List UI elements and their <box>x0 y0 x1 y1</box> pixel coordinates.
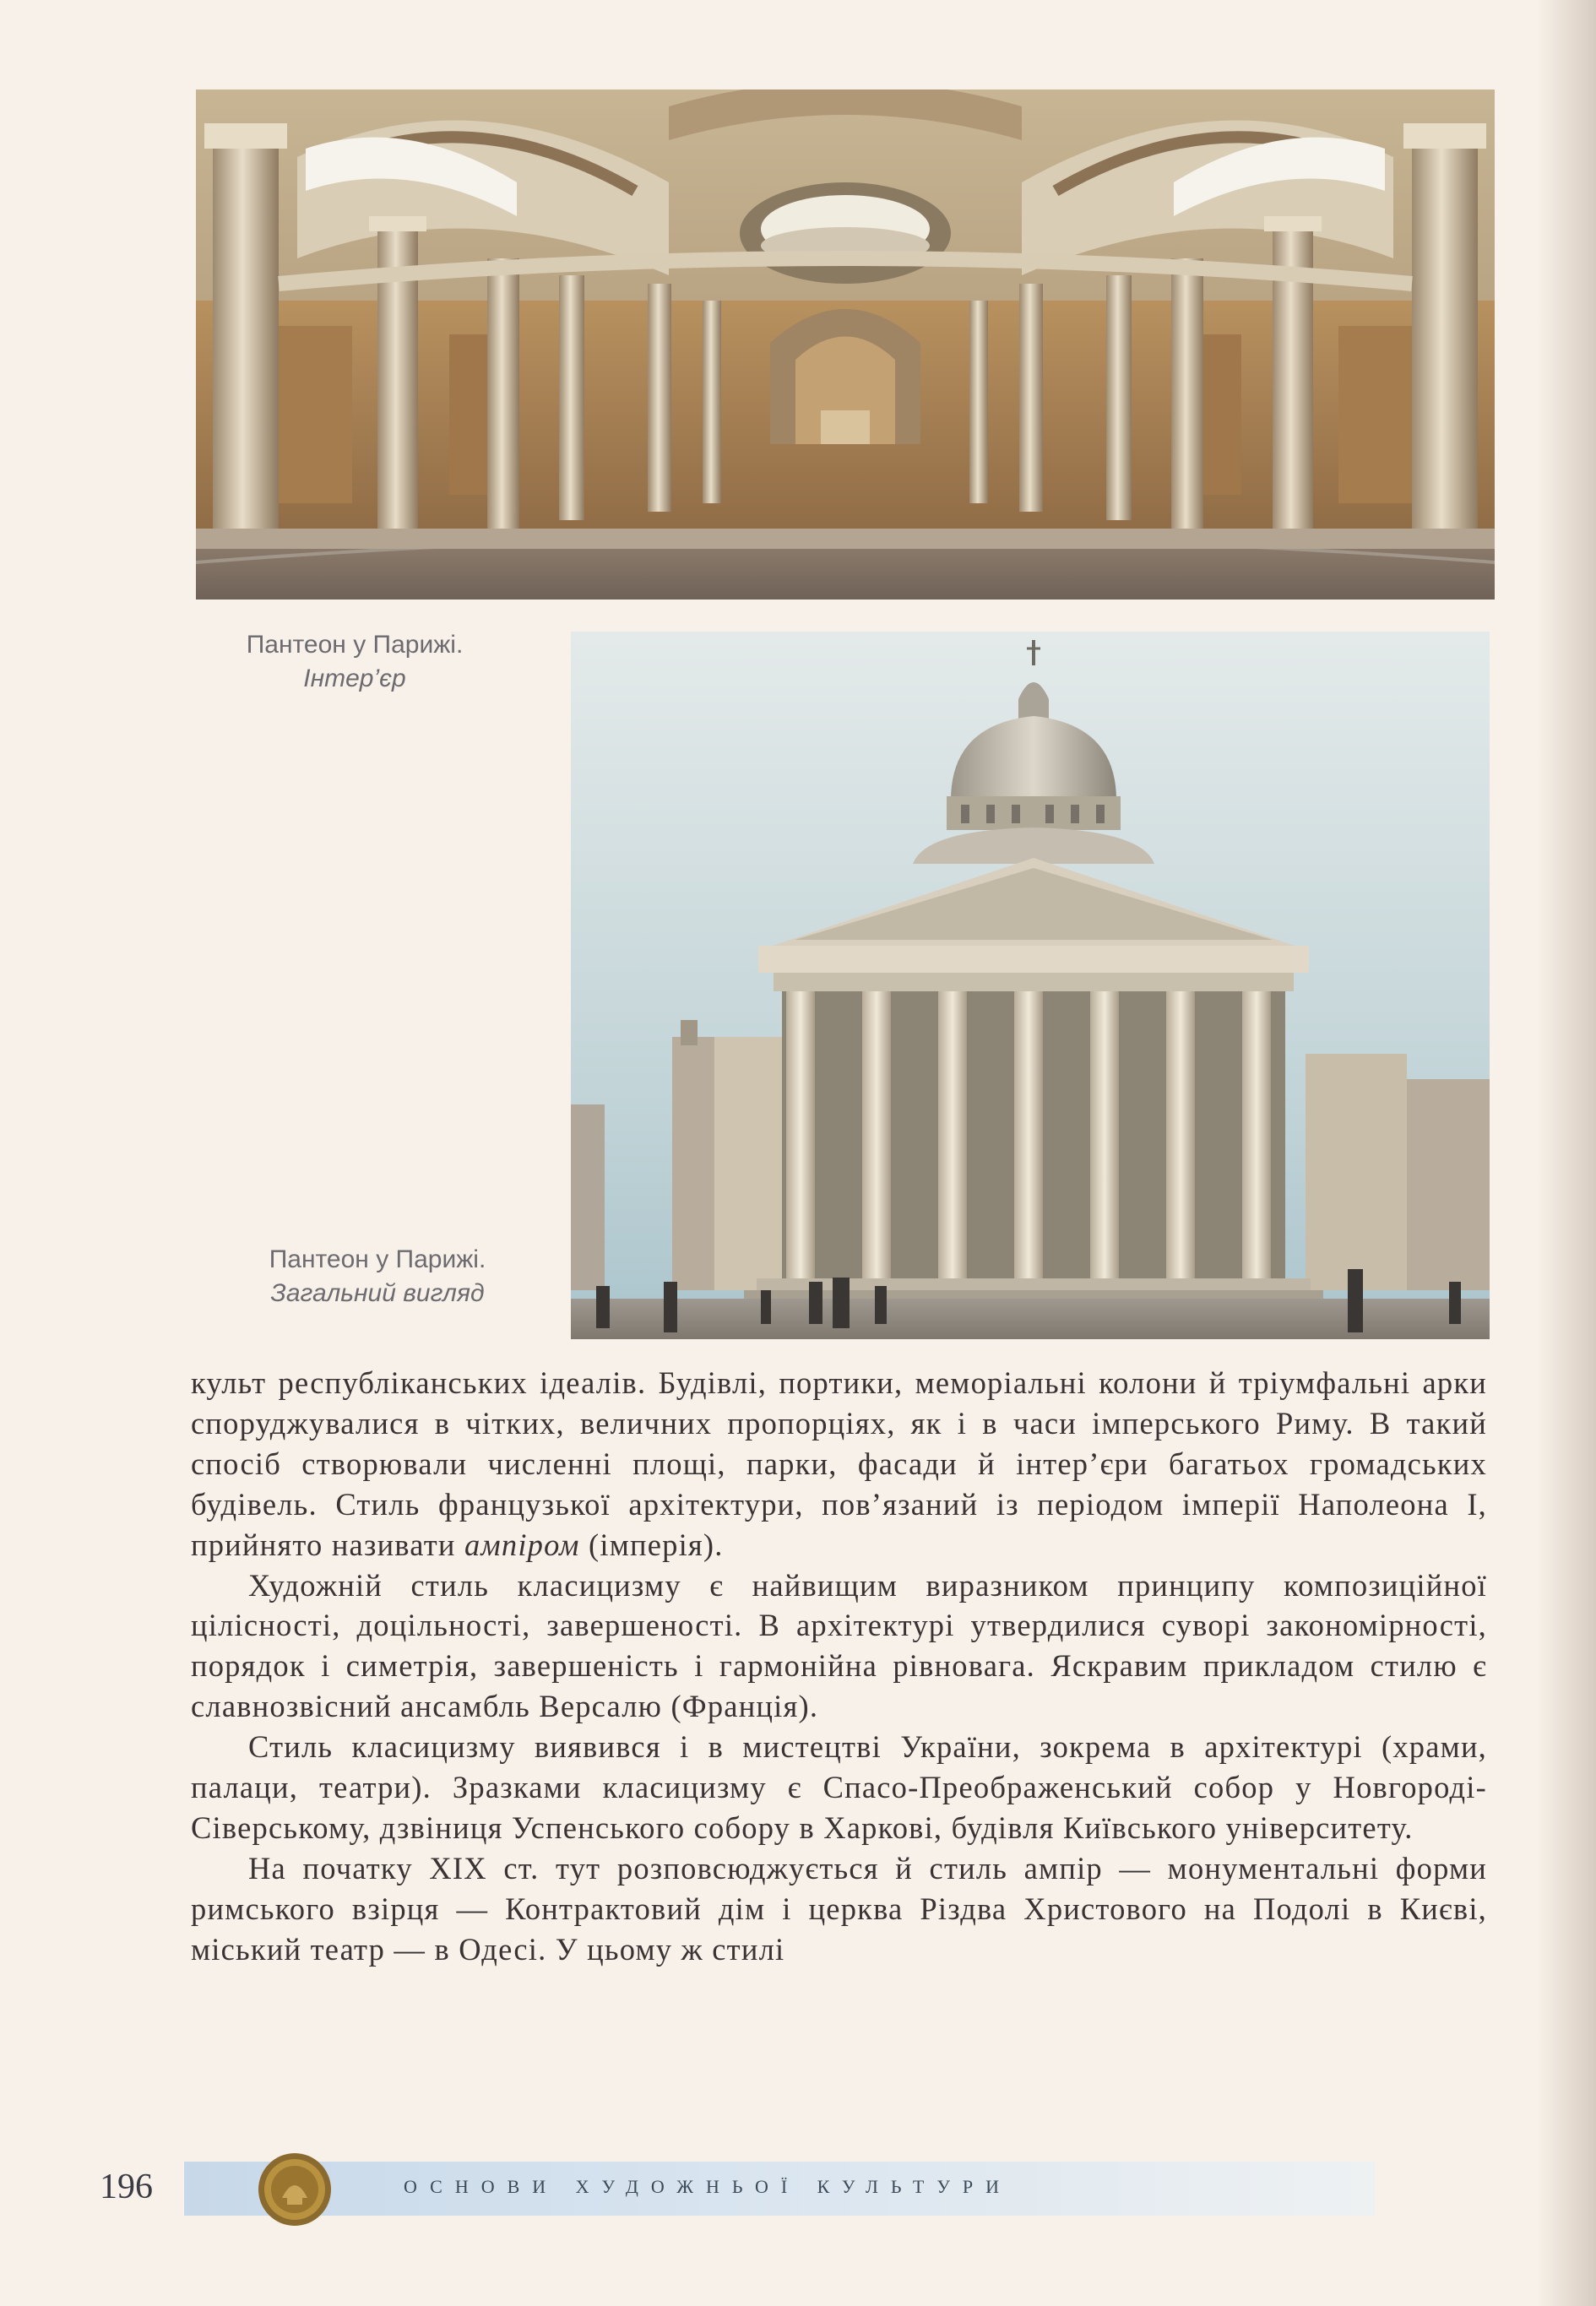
paragraph-1-text: культ республіканських ідеалів. Будівлі, портики, меморіальні колони й тріумфальні арки споруджувалися в чітких, величних пропорціях, як і в часи імперського Риму. В такий спосіб створювали численні площі, парки, фасади й інтер’єри багатьох громадських будівель. Стиль французької архітектури, пов’язаний із періодом імперії Наполеона І, прийнято називати <box>191 1365 1487 1562</box>
page-number: 196 <box>100 2168 153 2206</box>
term-ampir: ампіром <box>464 1527 580 1562</box>
page-edge-shadow <box>1537 0 1596 2306</box>
paragraph-2: Художній стиль класицизму є найвищим виразником принципу композиційної цілісності, доцільності, завершеності. В архітектурі утвердилися суворі закономірності, порядок і симетрія, завершеність і гармонійна рівновага. Яскравим прикладом стилю є славнозвісний ансамбль Версалю (Франція). <box>191 1567 1487 1724</box>
interior-caption-title: Пантеон у Парижі. <box>246 631 464 659</box>
paragraph-3: Стиль класицизму виявився і в мистецтві України, зокрема в архітектурі (храми, палаци, театри). Зразками класицизму є Спасо-Преображенський собор у Новгороді-Сіверському, дзвіниця Успенського собору в Харкові, будівля Київського університету. <box>191 1729 1487 1845</box>
exterior-caption-subtitle: Загальний вигляд <box>270 1279 485 1307</box>
body-text <box>191 1363 1487 1970</box>
exterior-caption-title: Пантеон у Парижі. <box>269 1245 486 1273</box>
interior-caption-subtitle: Інтер’єр <box>303 665 406 692</box>
paragraph-1 <box>191 1363 1487 1565</box>
paragraph-4: На початку XIX ст. тут розповсюджується й стиль ампір — монументальні форми римського взірця — Контрактовий дім і церква Різдва Христового на Подолі в Києві, міський театр — в Одесі. У цьому ж стилі <box>191 1850 1487 1967</box>
medallion-icon <box>257 2151 333 2227</box>
pantheon-interior-photo <box>196 90 1495 600</box>
book-title: ОСНОВИ ХУДОЖНЬОЇ КУЛЬТУРИ <box>404 2176 1012 2197</box>
interior-caption <box>228 628 481 696</box>
pantheon-exterior-photo <box>571 632 1490 1339</box>
paragraph-1-tail: (імперія). <box>589 1527 724 1562</box>
exterior-caption <box>221 1243 534 1310</box>
